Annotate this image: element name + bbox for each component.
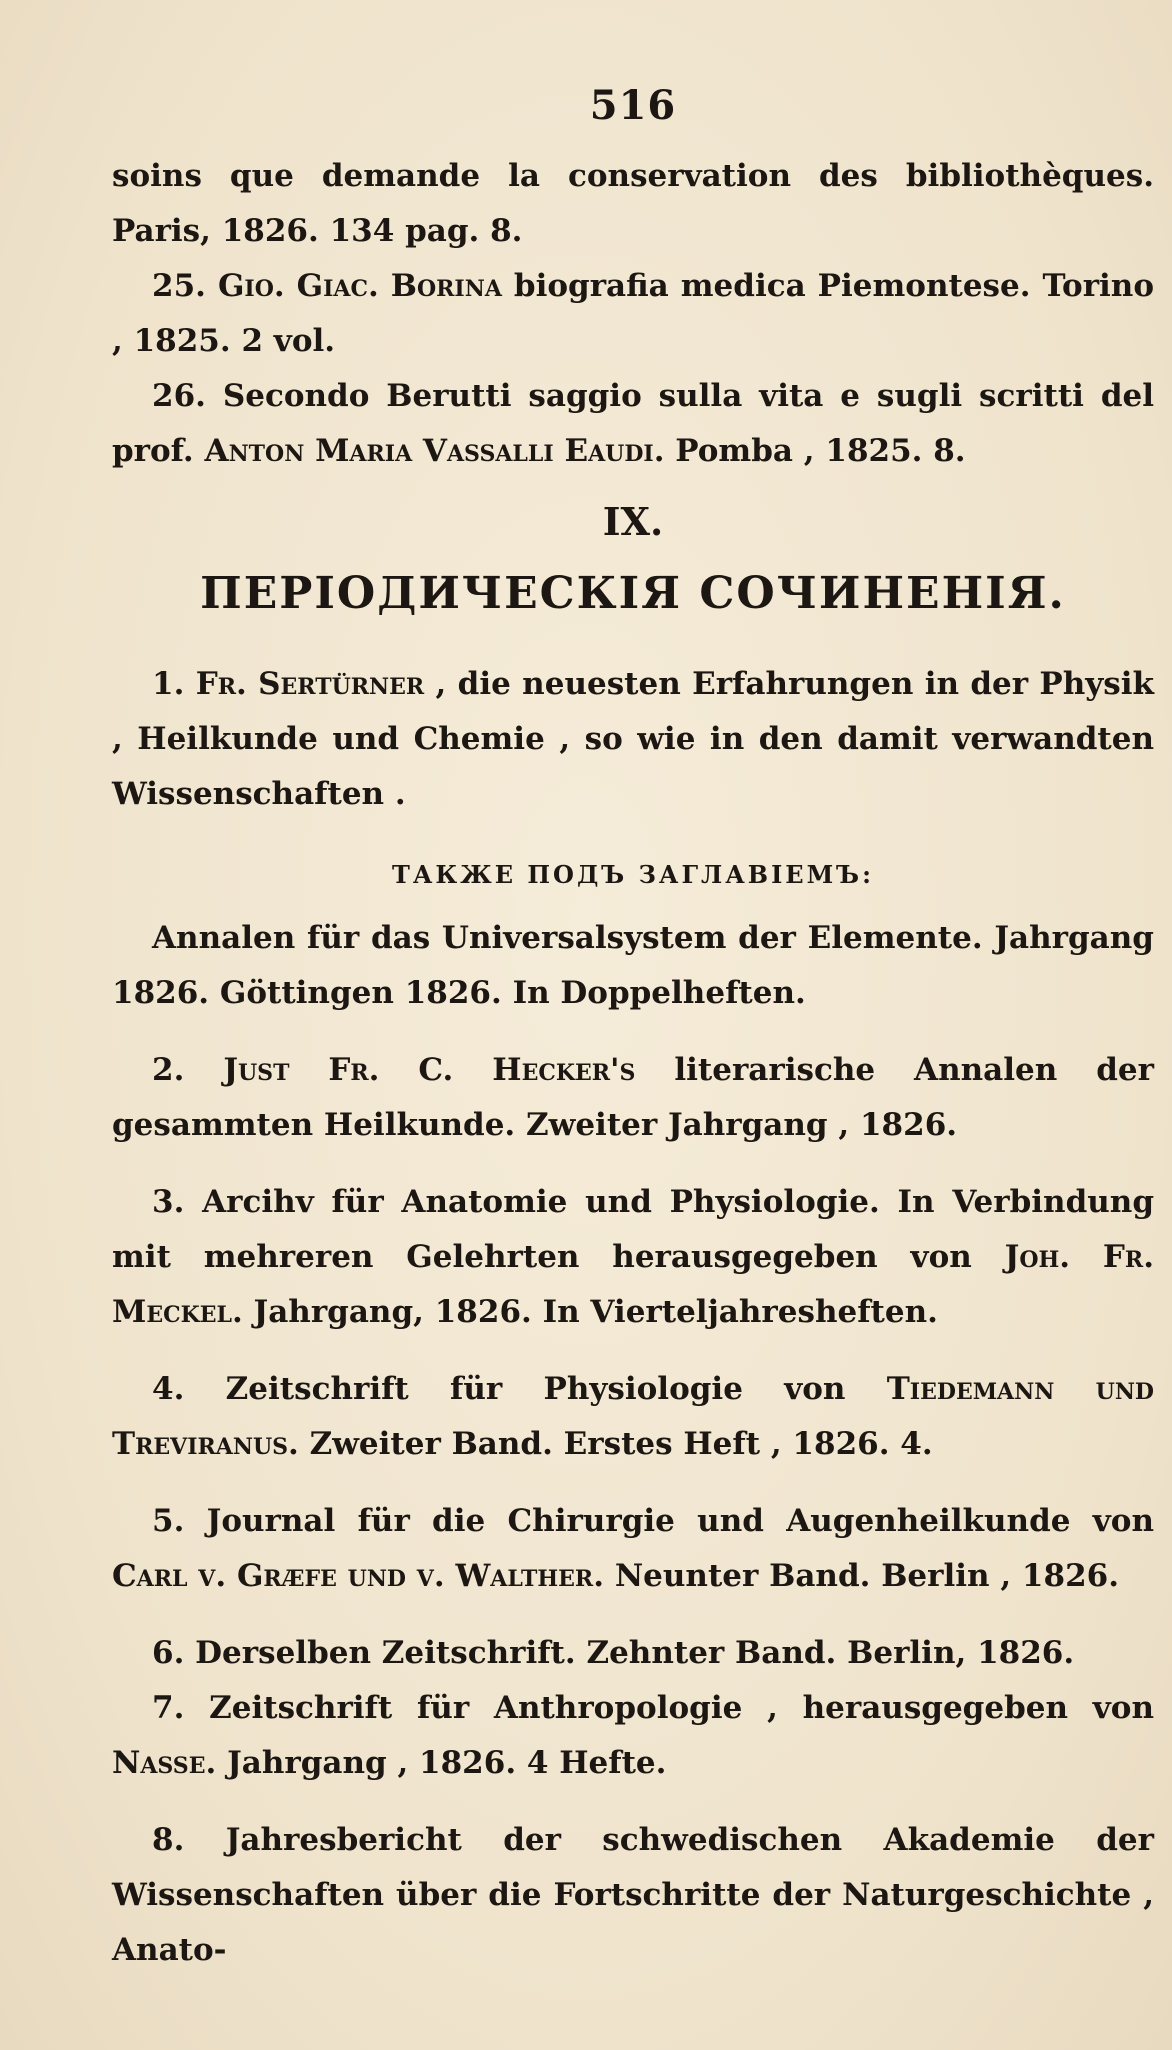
entry-26-author: Anton Maria Vassalli Eaudi. bbox=[204, 433, 665, 469]
periodical-5-number: 5. bbox=[152, 1503, 185, 1539]
periodical-1-number: 1. bbox=[152, 666, 185, 702]
periodical-8-number: 8. bbox=[152, 1822, 185, 1858]
entry-25 bbox=[112, 259, 1154, 369]
entry-25-number: 25. bbox=[152, 268, 206, 304]
entry-26 bbox=[112, 369, 1154, 479]
also-title-heading: ТАКЖЕ ПОДЪ ЗАГЛАВІЕМЪ: bbox=[392, 860, 874, 889]
periodical-6 bbox=[112, 1626, 1154, 1681]
entry-25-text: biografia medica Piemontese. Torino , 1825. 2 vol. bbox=[112, 268, 1155, 359]
periodical-3-text-2: Jahrgang, 1826. In Vierteljahresheften. bbox=[253, 1294, 938, 1330]
periodical-2 bbox=[112, 1043, 1154, 1153]
periodical-1-text: die neuesten Erfahrungen in der Physik , Heilkunde und Chemie , so wie in den damit verwandten Wissenschaften . bbox=[112, 666, 1154, 812]
annalen-text: Annalen für das Universalsystem der Elemente. Jahrgang 1826. Göttingen 1826. In Doppelheften. bbox=[112, 920, 1154, 1011]
periodical-4 bbox=[112, 1362, 1154, 1472]
periodical-5 bbox=[112, 1494, 1154, 1604]
periodical-5-text-1: Journal für die Chirurgie und Augenheilkunde von bbox=[206, 1503, 1155, 1539]
entry-26-text-1: Secondo Berutti saggio sulla vita e sugli scritti del prof. bbox=[112, 378, 1154, 469]
periodical-7-number: 7. bbox=[152, 1690, 185, 1726]
periodical-7-text-2: Jahrgang , 1826. 4 Hefte. bbox=[227, 1745, 667, 1781]
continuation-text: soins que demande la conservation des bibliothèques. Paris, 1826. 134 pag. 8. bbox=[112, 158, 1154, 249]
periodical-2-author: Just Fr. C. Hecker's bbox=[223, 1052, 636, 1088]
periodical-7-author: Nasse. bbox=[112, 1745, 217, 1781]
section-number: IX. bbox=[602, 499, 664, 544]
entry-26-text-2: Pomba , 1825. 8. bbox=[675, 433, 966, 469]
periodical-8-text: Jahresbericht der schwedischen Akademie der Wissenschaften über die Fortschritte der Naturgeschichte , Anato- bbox=[112, 1822, 1154, 1968]
periodical-8 bbox=[112, 1813, 1154, 1978]
entry-26-number: 26. bbox=[152, 378, 206, 414]
periodical-3 bbox=[112, 1175, 1154, 1340]
periodical-4-number: 4. bbox=[152, 1371, 185, 1407]
periodical-1-author: Fr. Sertürner , bbox=[195, 666, 447, 702]
page-number: 516 bbox=[589, 82, 677, 129]
periodical-1 bbox=[112, 657, 1154, 822]
periodical-4-text-1: Zeitschrift für Physiologie von bbox=[225, 1371, 846, 1407]
periodical-7 bbox=[112, 1681, 1154, 1791]
periodical-6-text: Derselben Zeitschrift. Zehnter Band. Berlin, 1826. bbox=[195, 1635, 1075, 1671]
periodical-3-author: Joh. Fr. Meckel. bbox=[112, 1239, 1154, 1330]
periodical-3-text-1: Arcihv für Anatomie und Physiologie. In Verbindung mit mehreren Gelehrten herausgegeben von bbox=[112, 1184, 1155, 1275]
periodical-5-text-2: Neunter Band. Berlin , 1826. bbox=[614, 1558, 1120, 1594]
section-title: ПЕРІОДИЧЕСКІЯ СОЧИНЕНІЯ. bbox=[200, 568, 1066, 619]
periodical-2-text: literarische Annalen der gesammten Heilkunde. Zweiter Jahrgang , 1826. bbox=[112, 1052, 1154, 1143]
entry-25-author: Gio. Giac. Borina bbox=[217, 268, 502, 304]
periodical-4-text-2: Zweiter Band. Erstes Heft , 1826. 4. bbox=[309, 1426, 933, 1462]
periodical-3-number: 3. bbox=[152, 1184, 185, 1220]
periodical-2-number: 2. bbox=[152, 1052, 185, 1088]
periodical-4-author: Tiedemann und Treviranus. bbox=[112, 1371, 1155, 1462]
periodical-6-number: 6. bbox=[152, 1635, 185, 1671]
periodical-7-text-1: Zeitschrift für Anthropologie , herausgegeben von bbox=[209, 1690, 1154, 1726]
periodical-5-author: Carl v. Græfe und v. Walther. bbox=[112, 1558, 605, 1594]
